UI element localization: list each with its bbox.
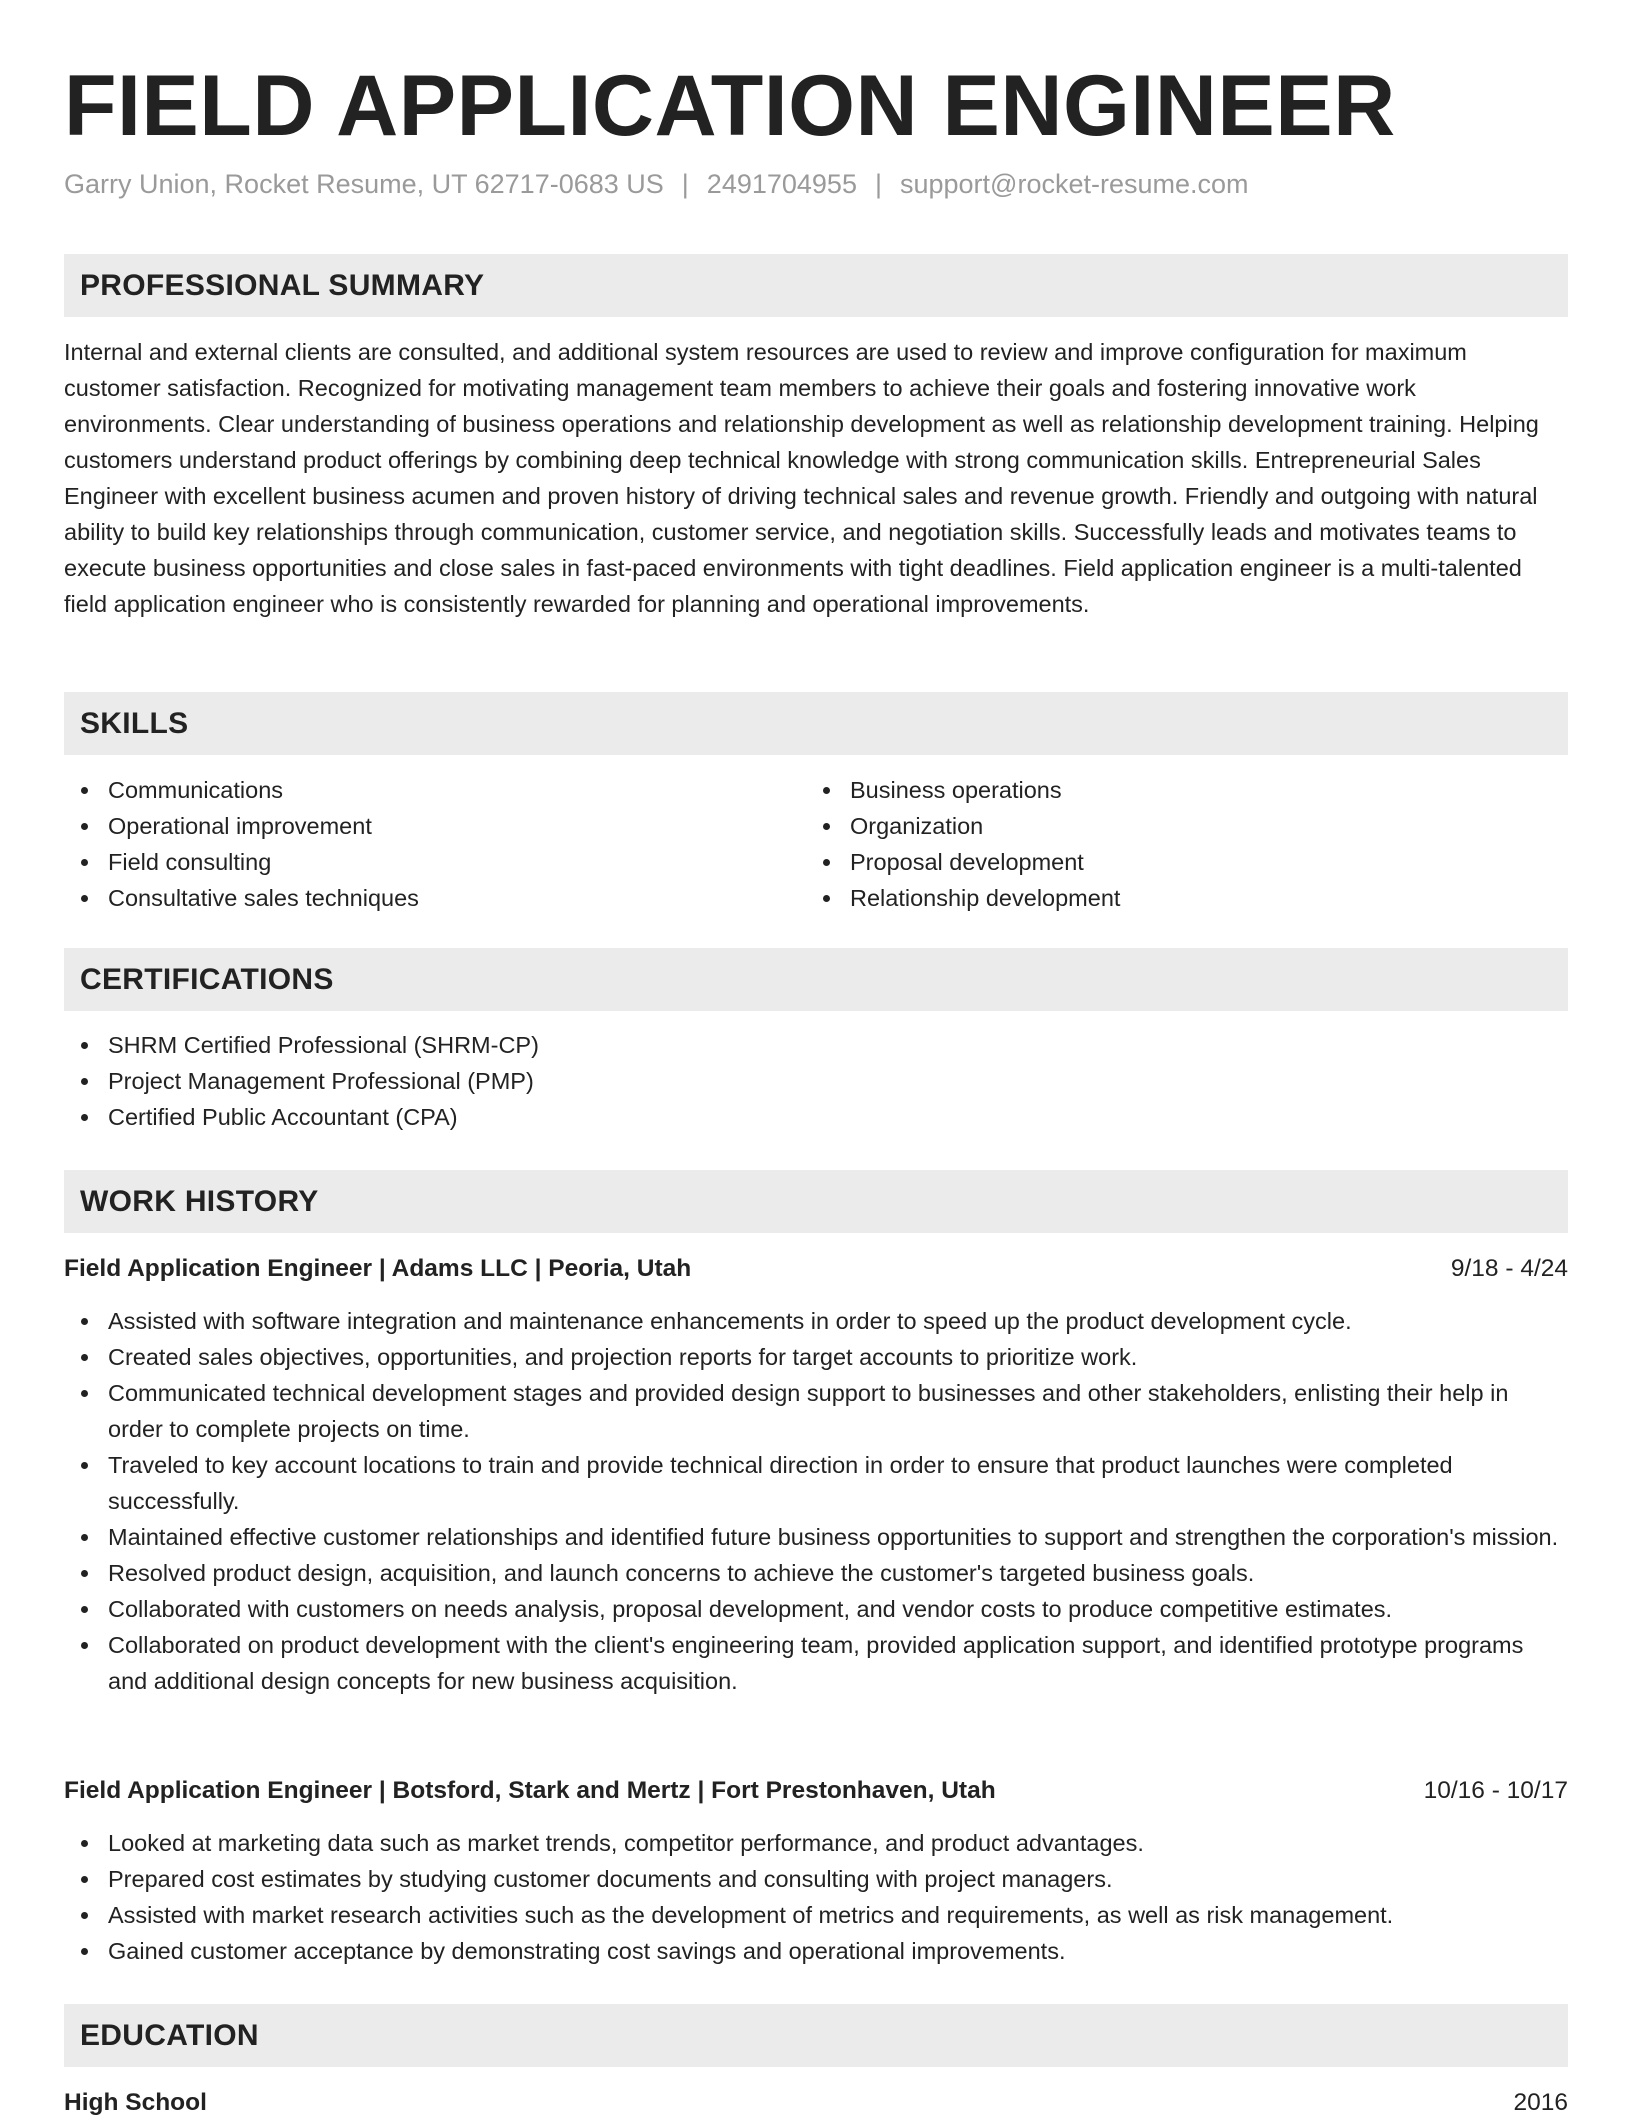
job-duty: Looked at marketing data such as market trends, competitor performance, and product advantages.: [64, 1825, 1568, 1861]
skill-item: Consultative sales techniques: [64, 880, 784, 916]
certifications-section-header: [64, 948, 1568, 1011]
skills-heading: SKILLS: [80, 707, 189, 740]
certification-item: Certified Public Accountant (CPA): [64, 1099, 1568, 1135]
certification-item: SHRM Certified Professional (SHRM-CP): [64, 1027, 1568, 1063]
certifications-list: [64, 1027, 1568, 1135]
skills-section-header: [64, 692, 1568, 755]
contact-phone: 2491704955: [706, 169, 857, 199]
job-duty: Communicated technical development stages and provided design support to businesses and other stakeholders, enlisting their help in order to complete projects on time.: [64, 1375, 1568, 1447]
skill-item: Operational improvement: [64, 808, 784, 844]
job-duty: Maintained effective customer relationships and identified future business opportunities to support and strengthen the corporation's mission.: [64, 1519, 1568, 1555]
skill-item: Proposal development: [806, 844, 1526, 880]
skill-item: Communications: [64, 772, 784, 808]
contact-email: support@rocket-resume.com: [899, 169, 1249, 199]
skill-item: Organization: [806, 808, 1526, 844]
education-year: 2016: [1513, 2089, 1568, 2116]
skill-item: Field consulting: [64, 844, 784, 880]
job-header: [64, 1251, 1568, 1287]
job-duty: Created sales objectives, opportunities, and projection reports for target accounts to prioritize work.: [64, 1339, 1568, 1375]
education-school: High School: [64, 2089, 207, 2116]
job-title: Field Application Engineer | Botsford, Stark and Mertz | Fort Prestonhaven, Utah: [64, 1777, 996, 1804]
job-duty: Assisted with market research activities such as the development of metrics and requirements, as well as risk management.: [64, 1897, 1568, 1933]
job-title: Field Application Engineer | Adams LLC | Peoria, Utah: [64, 1255, 692, 1282]
certification-item: Project Management Professional (PMP): [64, 1063, 1568, 1099]
job-dates: 10/16 - 10/17: [1423, 1777, 1568, 1804]
education-heading: EDUCATION: [80, 2019, 259, 2052]
skills-list-right: [806, 772, 1526, 916]
job-duty: Assisted with software integration and maintenance enhancements in order to speed up the product development cycle.: [64, 1303, 1568, 1339]
skill-item: Business operations: [806, 772, 1526, 808]
work-history-section-header: [64, 1170, 1568, 1233]
contact-line: [64, 166, 1249, 202]
job-duties-list: [64, 1303, 1568, 1699]
job-duties-list: [64, 1825, 1568, 1969]
education-entry: [64, 2085, 1568, 2121]
skill-item: Relationship development: [806, 880, 1526, 916]
education-section-header: [64, 2004, 1568, 2067]
job-header: [64, 1773, 1568, 1809]
summary-section-header: [64, 254, 1568, 317]
summary-heading: PROFESSIONAL SUMMARY: [80, 269, 485, 302]
summary-text: Internal and external clients are consulted, and additional system resources are used to review and improve configuration for maximum customer satisfaction. Recognized for motivating management team members to achieve their goals and fostering innovative work environments. Clear understanding of business operations and relationship development as well as relationship development training. Helping customers understand product offerings by combining deep technical knowledge with strong communication skills. Entrepreneurial Sales Engineer with excellent business acumen and proven history of driving technical sales and revenue growth. Friendly and outgoing with natural ability to build key relationships through communication, customer service, and negotiation skills. Successfully leads and motivates teams to execute business opportunities and close sales in fast-paced environments with tight deadlines. Field application engineer is a multi-talented field application engineer who is consistently rewarded for planning and operational improvements.: [64, 339, 1539, 617]
contact-separator: |: [681, 169, 689, 199]
job-duty: Prepared cost estimates by studying customer documents and consulting with project managers.: [64, 1861, 1568, 1897]
contact-separator: |: [874, 169, 882, 199]
job-duty: Resolved product design, acquisition, and launch concerns to achieve the customer's targeted business goals.: [64, 1555, 1568, 1591]
job-duty: Collaborated on product development with the client's engineering team, provided application support, and identified prototype programs and additional design concepts for new business acquisition.: [64, 1627, 1568, 1699]
certifications-heading: CERTIFICATIONS: [80, 963, 334, 996]
job-duty: Traveled to key account locations to train and provide technical direction in order to ensure that product launches were completed successfully.: [64, 1447, 1568, 1519]
job-duty: Collaborated with customers on needs analysis, proposal development, and vendor costs to produce competitive estimates.: [64, 1591, 1568, 1627]
skills-list-left: [64, 772, 784, 916]
job-dates: 9/18 - 4/24: [1450, 1255, 1568, 1282]
job-duty: Gained customer acceptance by demonstrating cost savings and operational improvements.: [64, 1933, 1568, 1969]
contact-address: Garry Union, Rocket Resume, UT 62717-0683 US: [64, 169, 664, 199]
resume-title: FIELD APPLICATION ENGINEER: [64, 58, 1396, 154]
work-history-heading: WORK HISTORY: [80, 1185, 319, 1218]
